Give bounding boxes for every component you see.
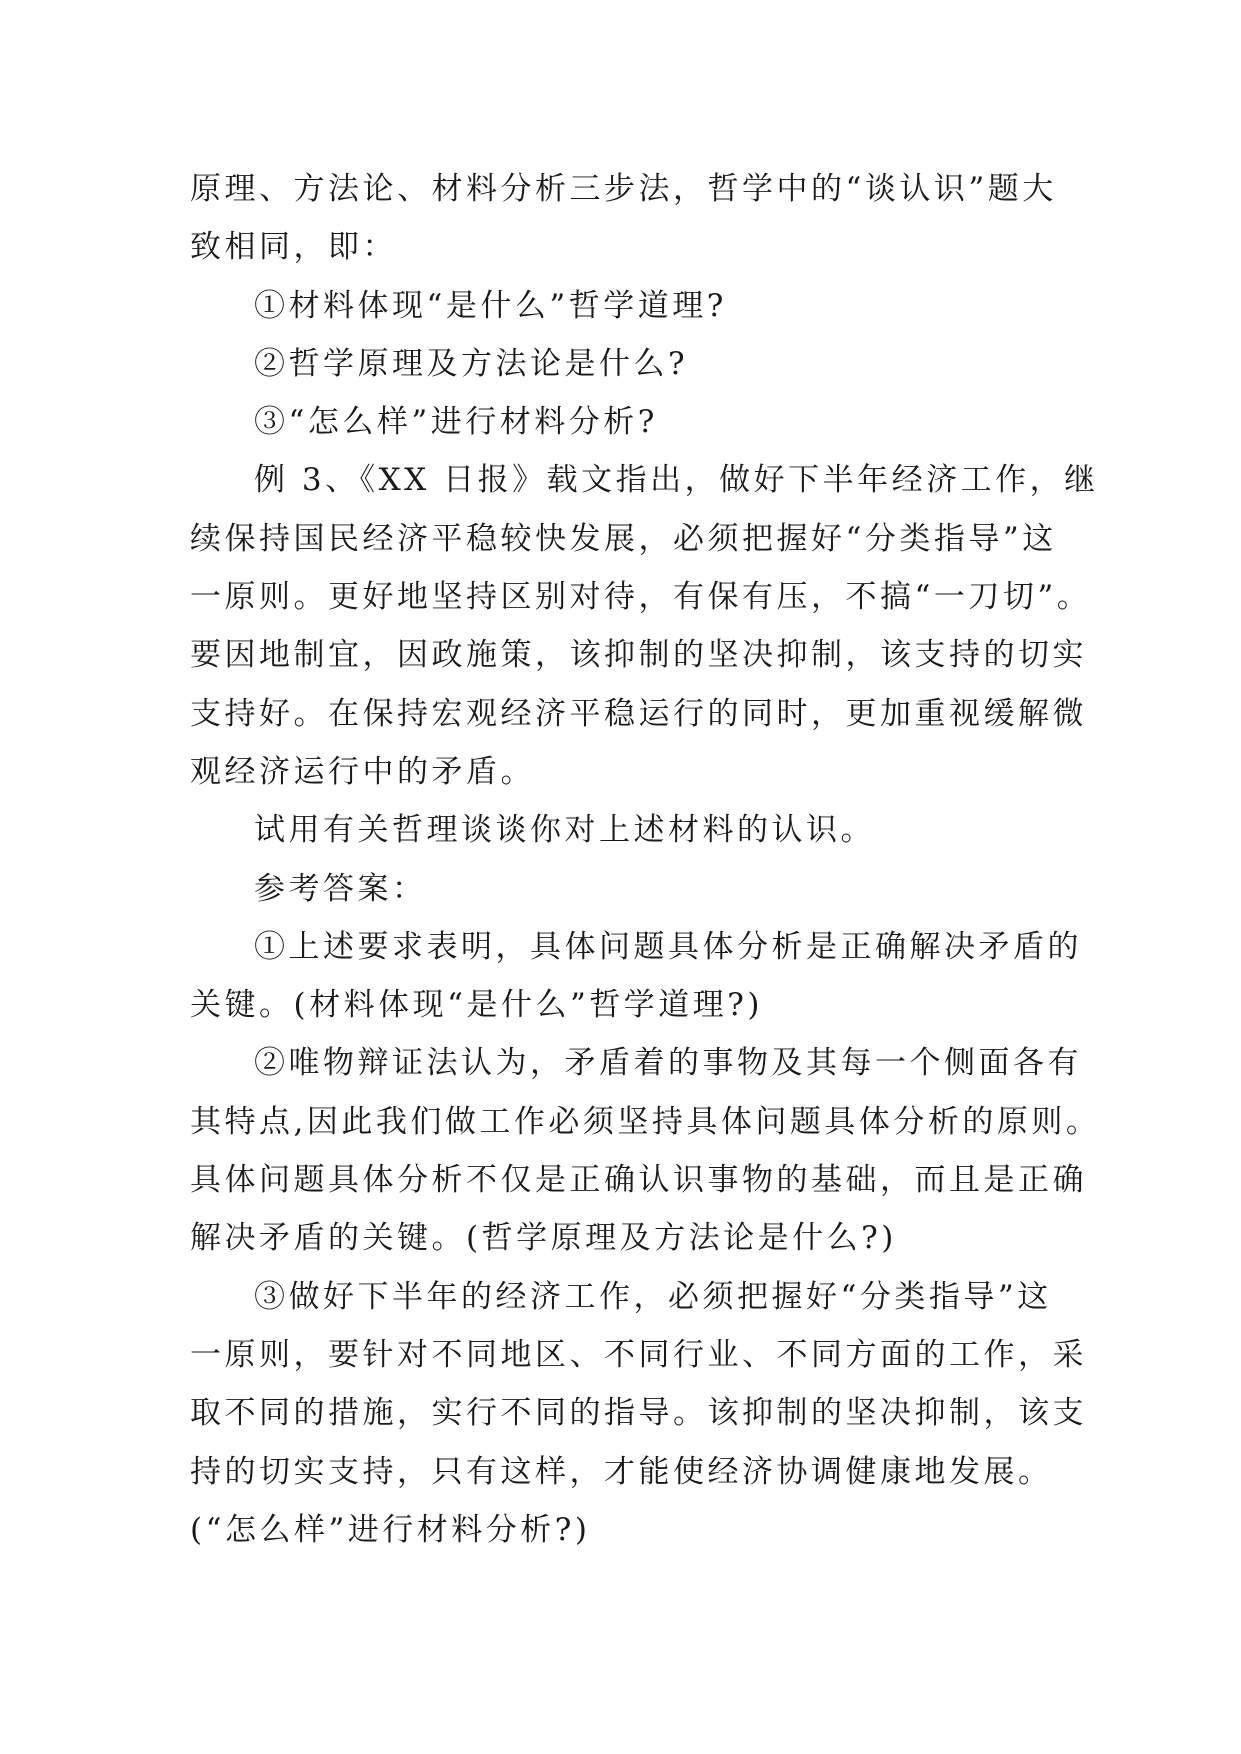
text-line: 原理、方法论、材料分析三步法，哲学中的“谈认识”题大 (190, 171, 1057, 207)
text-line: 致相同，即： (190, 229, 397, 266)
text-line: 一原则，要针对不同地区、不同行业、不同方面的工作，采 (190, 1336, 1087, 1373)
text-line: ①材料体现“是什么”哲学道理? (254, 287, 727, 324)
text-line: 试用有关哲理谈谈你对上述材料的认识。 (254, 812, 875, 849)
text-line: 持的切实支持，只有这样，才能使经济协调健康地发展。 (190, 1453, 1053, 1490)
text-line: ③做好下半年的经济工作，必须把握好“分类指导”这 (254, 1278, 1052, 1315)
text-line: 一原则。更好地坚持区别对待，有保有压，不搞“一刀切”。 (190, 579, 1092, 616)
text-line: 解决矛盾的关键。(哲学原理及方法论是什么?) (190, 1220, 897, 1257)
text-line: 支持好。在保持宏观经济平稳运行的同时，更加重视缓解微 (190, 695, 1087, 732)
text-line: 取不同的措施，实行不同的指导。该抑制的坚决抑制，该支 (190, 1395, 1087, 1432)
text-line: 其特点,因此我们做工作必须坚持具体问题具体分析的原则。 (190, 1103, 1101, 1140)
text-line: 关键。(材料体现“是什么”哲学道理?) (190, 987, 764, 1024)
text-line: 续保持国民经济平稳较快发展，必须把握好“分类指导”这 (190, 520, 1057, 557)
text-line: 观经济运行中的矛盾。 (190, 753, 535, 790)
text-line: (“怎么样”进行材料分析?) (190, 1511, 591, 1548)
text-line: ①上述要求表明，具体问题具体分析是正确解决矛盾的 (254, 928, 1082, 965)
document-page (190, 160, 1101, 1559)
text-line: 具体问题具体分析不仅是正确认识事物的基础，而且是正确 (190, 1162, 1087, 1199)
text-line: 参考答案： (254, 870, 427, 907)
text-line: 要因地制宜，因政施策，该抑制的坚决抑制，该支持的切实 (190, 637, 1087, 674)
text-line: 例 3、《XX 日报》载文指出，做好下半年经济工作，继 (254, 462, 1099, 499)
text-line: ②哲学原理及方法论是什么? (254, 345, 689, 382)
text-line: ③“怎么样”进行材料分析? (254, 404, 658, 441)
text-line: ②唯物辩证法认为，矛盾着的事物及其每一个侧面各有 (254, 1045, 1082, 1082)
